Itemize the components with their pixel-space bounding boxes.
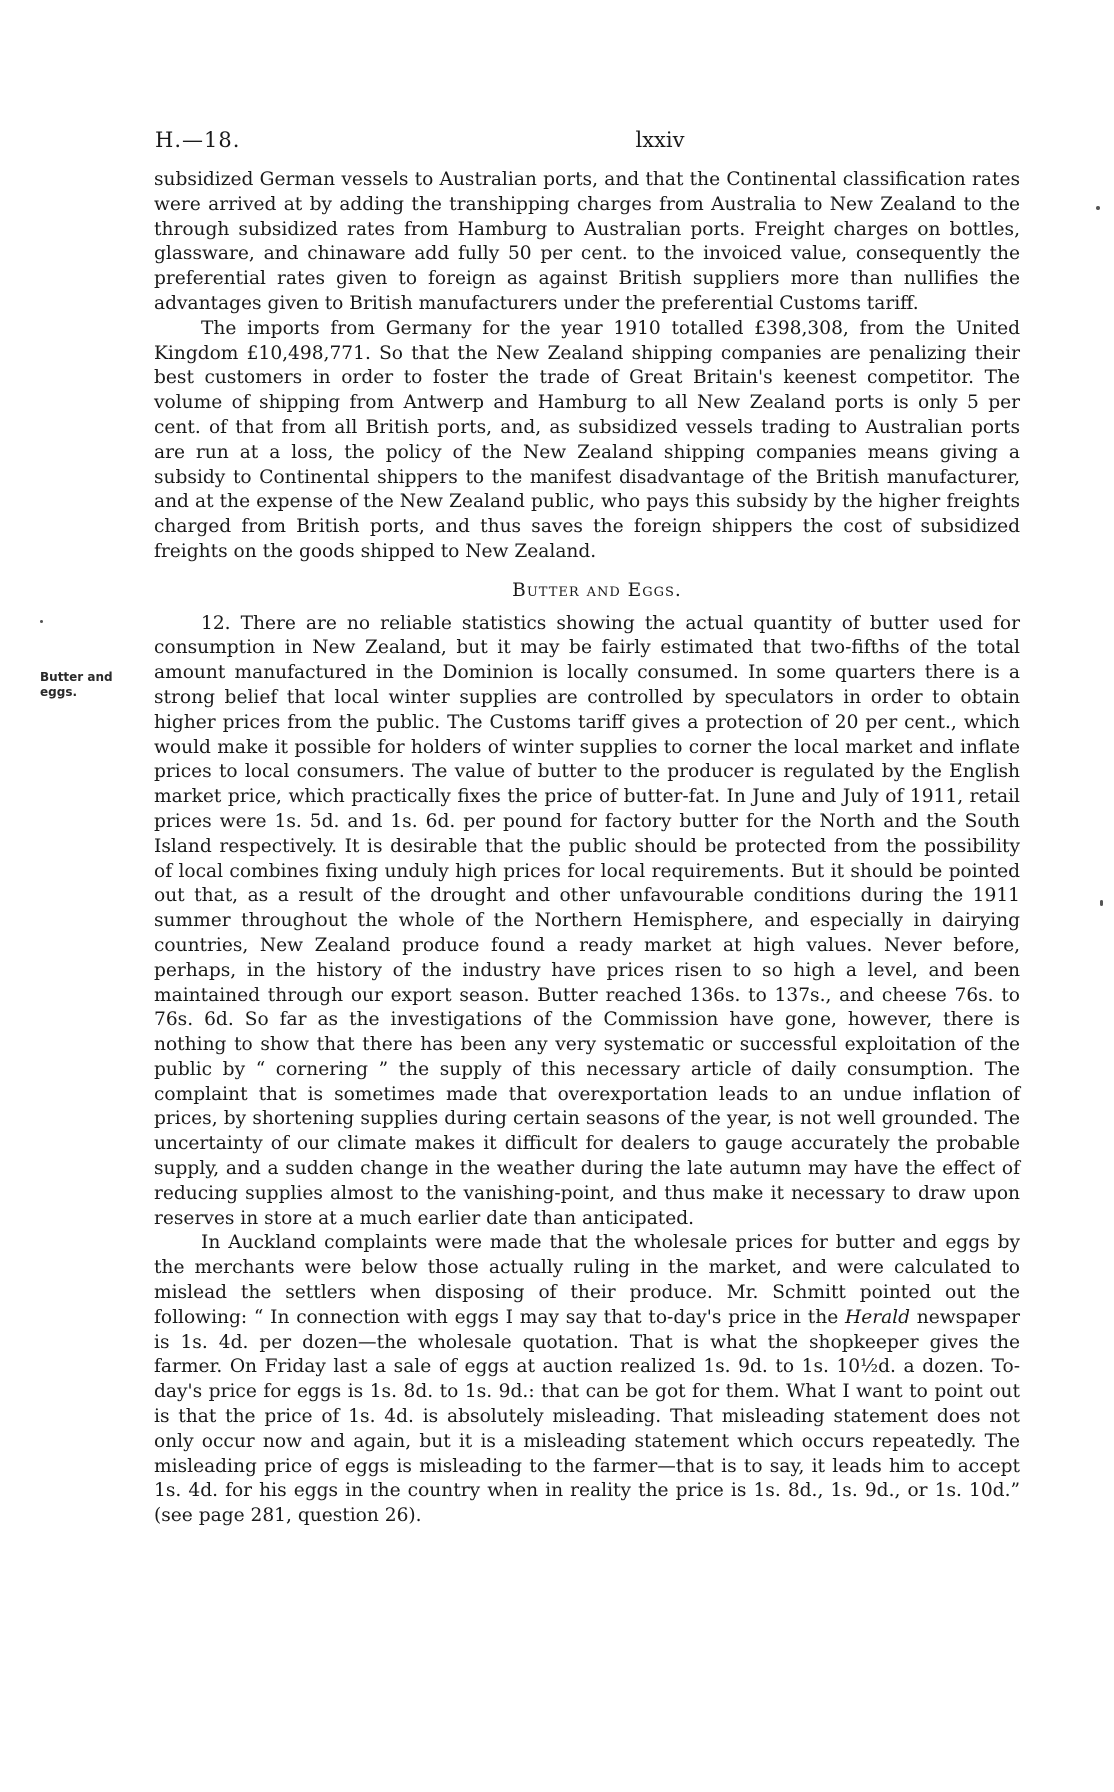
body-text: [154, 168, 1020, 1529]
paragraph-continuation: subsidized German vessels to Australian ports, and that the Continental classification rates were arrived at by adding the transhipping charges from Australia to New Zealand to the through subsidized rates from Hamburg to Australian ports. Freight charges on bottles, glassware, and chinaware add fully 50 per cent. to the invoiced value, consequently the preferential rates given to foreign as against British suppliers more than nullifies the advantages given to British manufacturers under the preferential Customs tariff.: [154, 169, 1020, 314]
scan-speck: [40, 620, 43, 623]
scan-speck: [1096, 206, 1100, 210]
scan-speck: [1100, 900, 1103, 906]
section-heading: Butter and Eggs.: [512, 579, 682, 601]
document-reference: H.—18.: [155, 128, 241, 152]
running-header: [155, 128, 1025, 158]
newspaper-name: Herald: [844, 1306, 911, 1328]
paragraph-imports: The imports from Germany for the year 1910 totalled £398,308, from the United Kingdom £10,498,771. So that the New Zealand shipping companies are penalizing their best customers in order to foster the trade of Great Britain's keenest competitor. The volume of shipping from Antwerp and Hamburg to all New Zealand ports is only 5 per cent. of that from all British ports, and, as subsidized vessels trading to Australian ports are run at a loss, the policy of the New Zealand shipping companies means giving a subsidy to Continental shippers to the manifest disadvantage of the British manufacturer, and at the expense of the New Zealand public, who pays this subsidy by the higher freights charged from British ports, and thus saves the foreign shippers the cost of subsidized freights on the goods shipped to New Zealand.: [154, 317, 1020, 562]
paragraph-butter-statistics: 12. There are no reliable statistics showing the actual quantity of butter used for consumption in New Zealand, but it may be fairly estimated that two-fifths of the total amount manufactured in the Dominion is locally consumed. In some quarters there is a strong belief that local winter supplies are controlled by speculators in order to obtain higher prices from the public. The Customs tariff gives a protection of 20 per cent., which would make it possible for holders of winter supplies to corner the local market and inflate prices to local consumers. The value of butter to the producer is regulated by the English market price, which practically fixes the price of butter-fat. In June and July of 1911, retail prices were 1s. 5d. and 1s. 6d. per pound for factory butter for the North and the South Island respectively. It is desirable that the public should be protected from the possibility of local combines fixing unduly high prices for local requirements. But it should be pointed out that, as a result of the drought and other unfavourable conditions during the 1911 summer throughout the whole of the Northern Hemisphere, and especially in dairying countries, New Zealand produce found a ready market at high values. Never before, perhaps, in the history of the industry have prices risen to so high a level, and been maintained through our export season. Butter reached 136s. to 137s., and cheese 76s. to 76s. 6d. So far as the investigations of the Commission have gone, however, there is nothing to show that there has been any very systematic or successful exploitation of the public by “ cornering ” the supply of this necessary article of daily consumption. The complaint that is sometimes made that overexportation leads to an undue inflation of prices, by shortening supplies during certain seasons of the year, is not well grounded. The uncertainty of our climate makes it difficult for dealers to gauge accurately the probable supply, and a sudden change in the weather during the late autumn may have the effect of reducing supplies almost to the vanishing-point, and thus make it necessary to draw upon reserves in store at a much earlier date than anticipated.: [154, 612, 1020, 1229]
paragraph-text-part: newspaper is 1s. 4d. per dozen—the wholesale quotation. That is what the shopkeeper gives the farmer. On Friday last a sale of eggs at auction realized 1s. 9d. to 1s. 10½d. a dozen. To-day's price for eggs is 1s. 8d. to 1s. 9d.: that can be got for them. What I want to point out is that the price of 1s. 4d. is absolutely misleading. That misleading statement does not only occur now and again, but it is a misleading statement which occurs repeatedly. The misleading price of eggs is misleading to the farmer—that is to say, it leads him to accept 1s. 4d. for his eggs in the country when in reality the price is 1s. 8d., 1s. 9d., or 1s. 10d.” (see page 281, question 26).: [154, 1306, 1020, 1527]
page-number: lxxiv: [635, 128, 685, 152]
paragraph-text-part: In Auckland complaints were made that the wholesale prices for butter and eggs by the merchants were below those actually ruling in the market, and were calculated to mislead the settlers when disposing of their produce. Mr. Schmitt pointed out the following: “ In connection with eggs I may say that to-day's price in the: [154, 1232, 1020, 1328]
paragraph-auckland-complaints: [154, 1231, 1020, 1529]
marginal-note: Butter and eggs.: [40, 670, 113, 699]
